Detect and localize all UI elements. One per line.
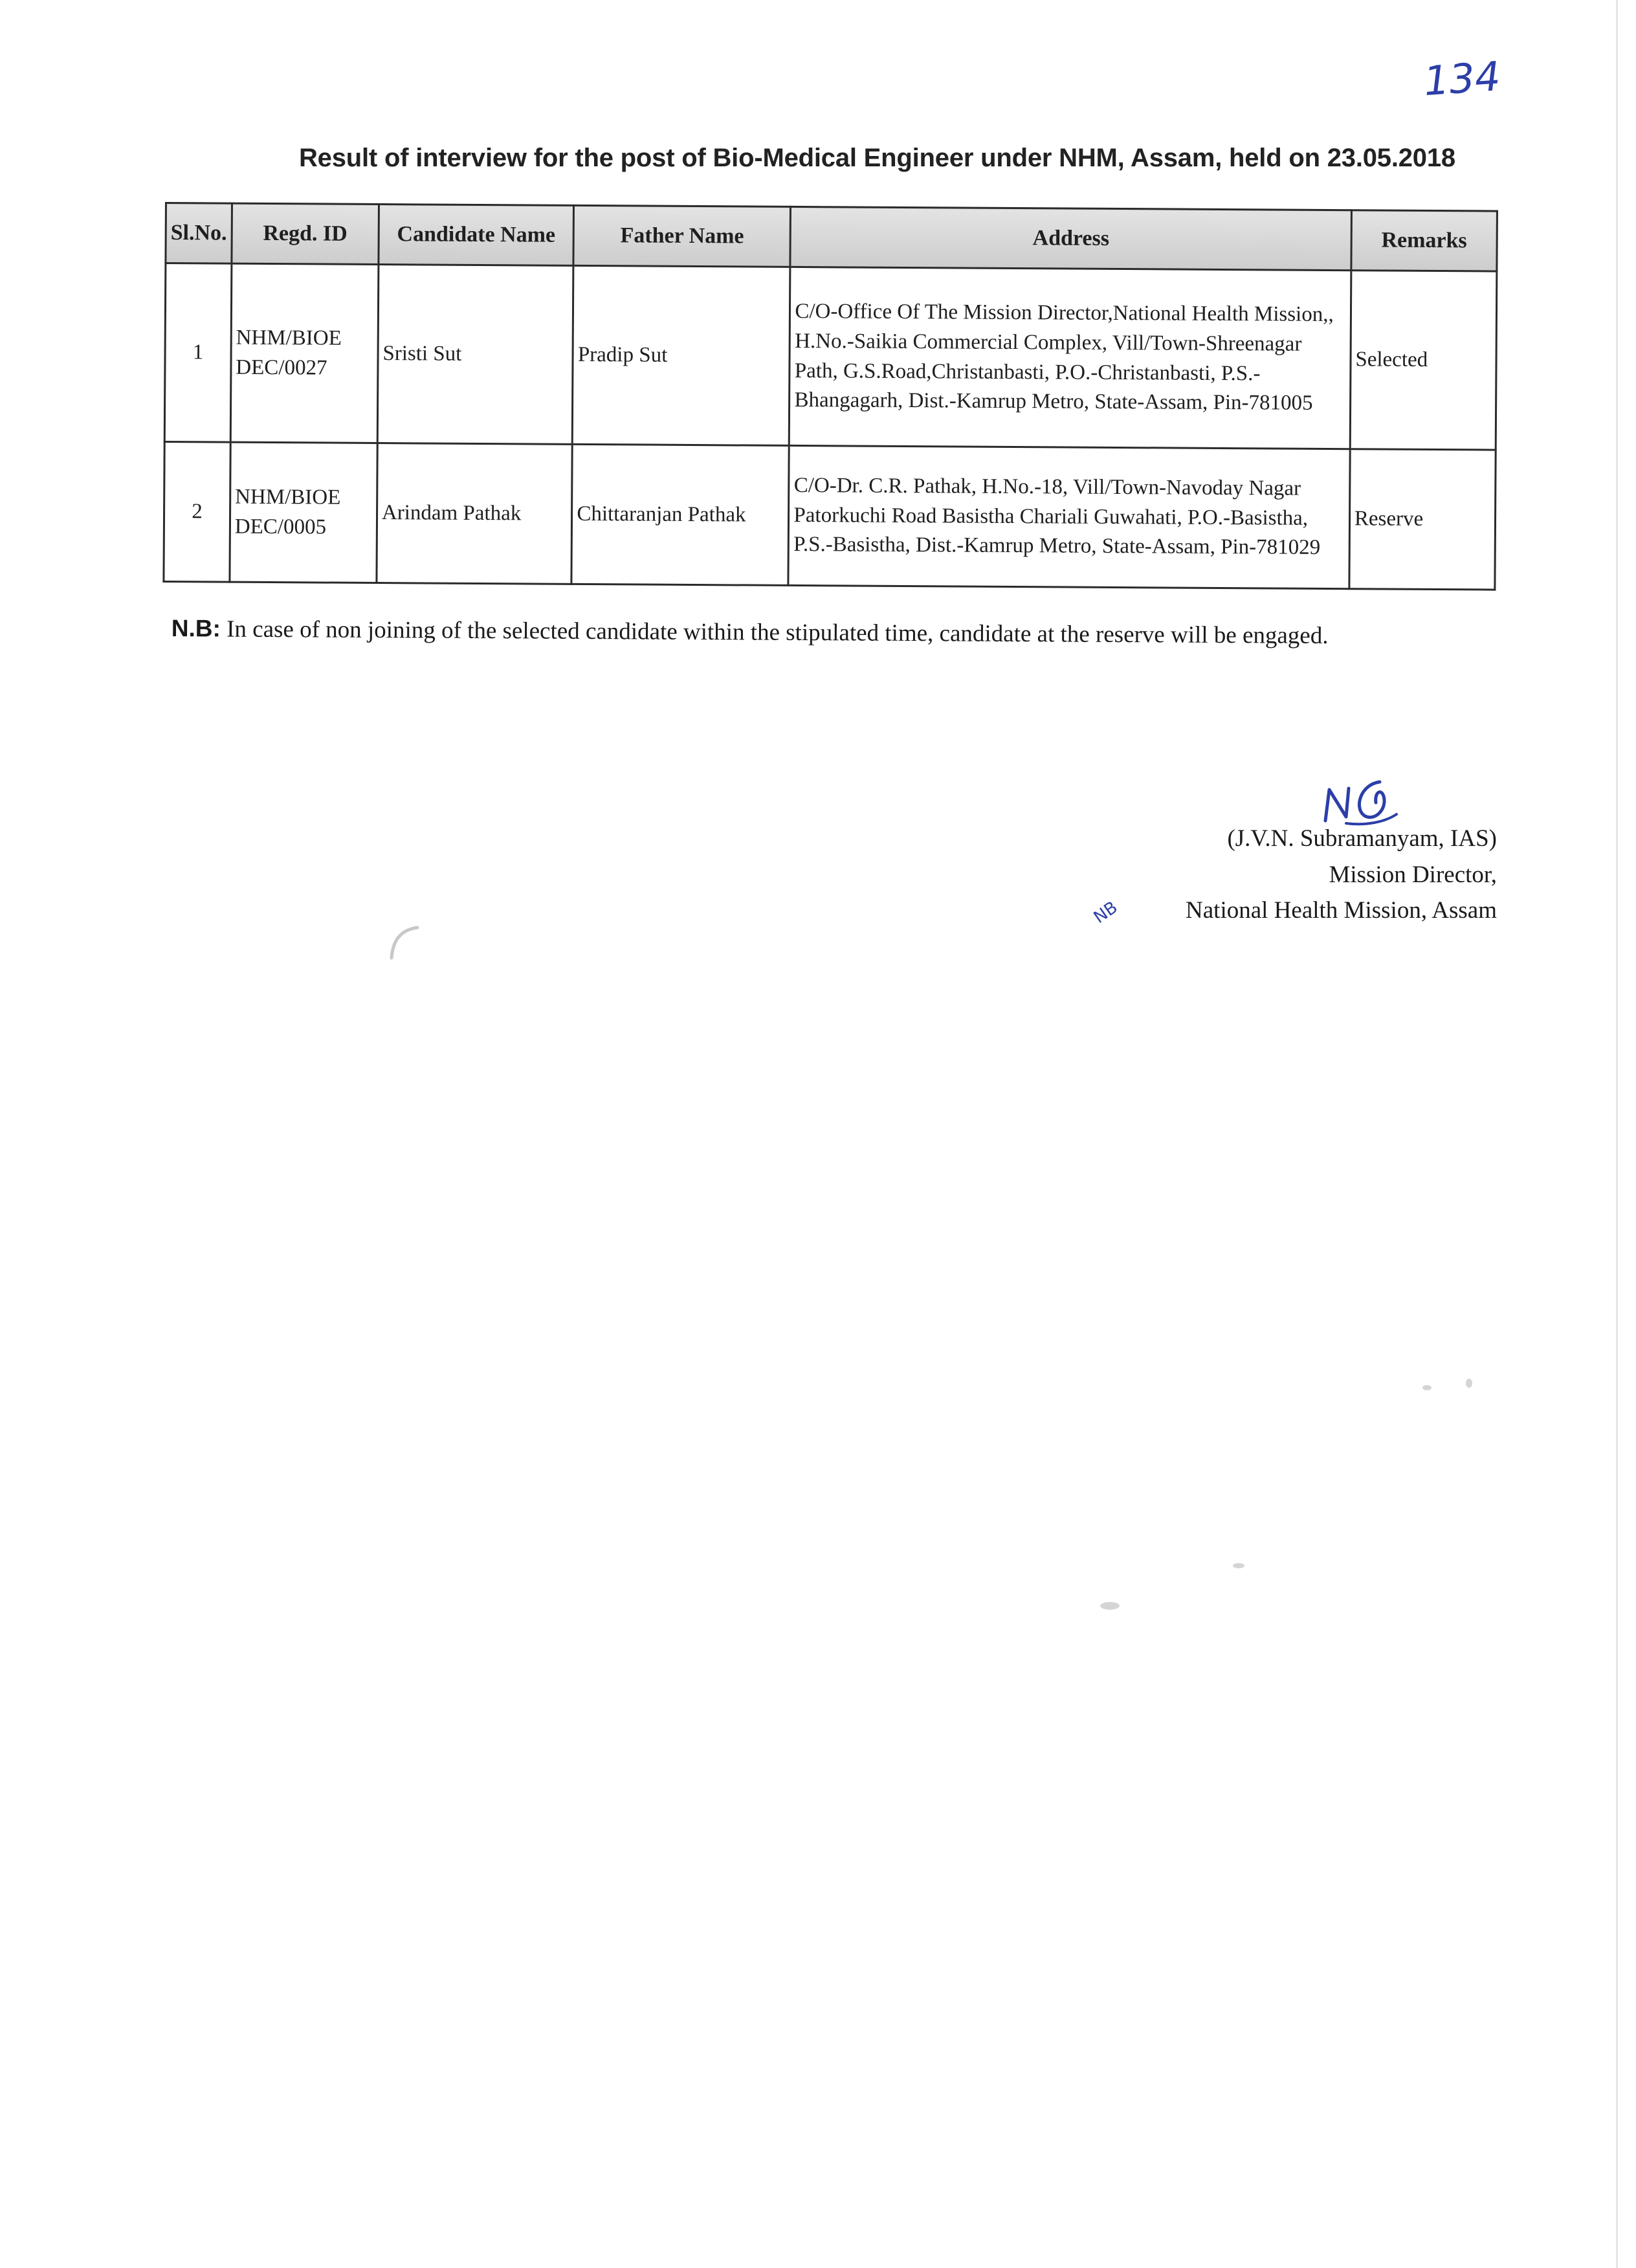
signatory-name: (J.V.N. Subramanyam, IAS): [1227, 825, 1497, 852]
cell-sl-no: 2: [164, 442, 230, 583]
cell-candidate-name: Sristi Sut: [377, 265, 573, 445]
handwritten-page-number: 134: [1422, 52, 1502, 106]
signatory-designation: Mission Director,: [1329, 861, 1497, 888]
cell-remarks: Selected: [1350, 271, 1497, 450]
note-label: N.B:: [171, 615, 221, 642]
header-father-name: Father Name: [573, 205, 791, 267]
table-row: [164, 442, 1496, 590]
note-text: In case of non joining of the selected candidate within the stipulated time, candidate at the reserve will be engaged.: [227, 616, 1329, 649]
table-header-row: [166, 203, 1498, 272]
cell-sl-no: 1: [164, 263, 232, 443]
signatory-organization: National Health Mission, Assam: [1186, 897, 1497, 924]
table-row: [164, 263, 1497, 450]
header-address: Address: [790, 206, 1351, 270]
header-remarks: Remarks: [1351, 210, 1498, 271]
scan-smudge: [1233, 1563, 1244, 1568]
header-sl-no: Sl.No.: [166, 203, 232, 264]
scan-smudge: [1466, 1379, 1472, 1388]
cell-father-name: Pradip Sut: [573, 265, 791, 445]
cell-candidate-name: Arindam Pathak: [377, 443, 573, 584]
cell-address: C/O-Office Of The Mission Director,National Health Mission,, H.No.-Saikia Commercial Complex, Vill/Town-Shreenagar Path, G.S.Road,Christanbasti, P.O.-Christanbasti, P.S.-Bhangagarh, Dist.-Kamrup Metro, State-Assam, Pin-781005: [790, 267, 1351, 449]
signature-block: [1186, 821, 1497, 929]
handwritten-initial: NB: [1090, 898, 1122, 928]
header-regd-id: Regd. ID: [232, 203, 379, 264]
scan-smudge: [1422, 1385, 1432, 1390]
document-title: Result of interview for the post of Bio-Medical Engineer under NHM, Assam, held on 23.05.2018: [299, 144, 1455, 172]
cell-remarks: Reserve: [1349, 449, 1496, 590]
scan-mark: [385, 922, 424, 961]
cell-regd-id: NHM/BIOE DEC/0005: [230, 442, 377, 583]
cell-father-name: Chittaranjan Pathak: [571, 444, 789, 585]
cell-regd-id: NHM/BIOE DEC/0027: [230, 263, 379, 443]
header-candidate-name: Candidate Name: [379, 205, 574, 266]
result-table: [162, 202, 1498, 591]
scan-smudge: [1100, 1602, 1120, 1610]
cell-address: C/O-Dr. C.R. Pathak, H.No.-18, Vill/Town-Navoday Nagar Patorkuchi Road Basistha Chariali Guwahati, P.O.-Basistha, P.S.-Basistha, Dist.-Kamrup Metro, State-Assam, Pin-781029: [788, 445, 1350, 588]
